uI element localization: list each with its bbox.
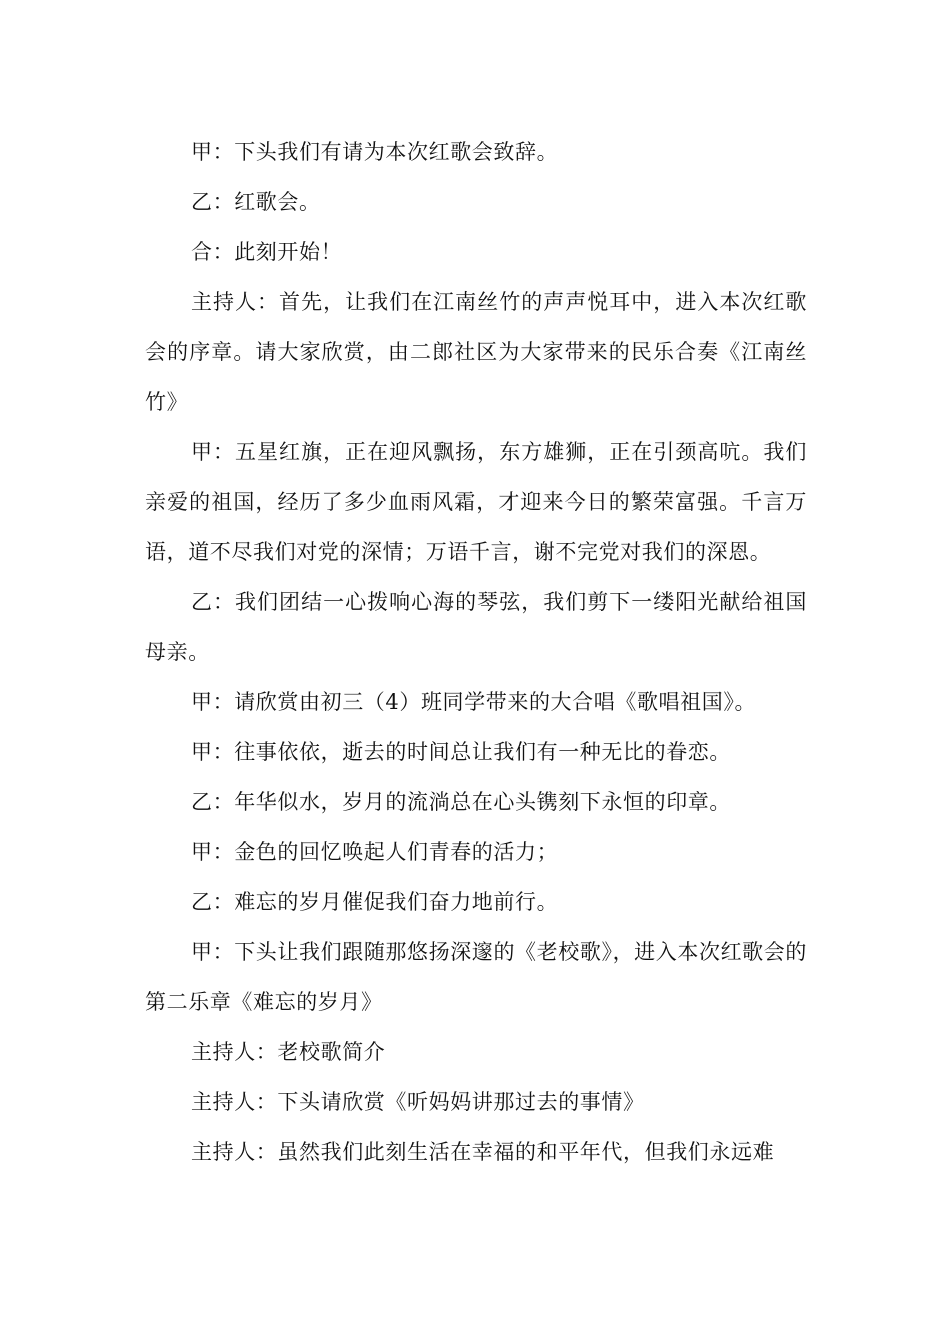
paragraph-12: 甲：下头让我们跟随那悠扬深邃的《老校歌》，进入本次红歌会的第二乐章《难忘的岁月》 [145,940,807,1014]
paragraph-11: 乙：难忘的岁月催促我们奋力地前行。 [191,890,559,914]
paragraph-13: 主持人：老校歌简介 [191,1040,386,1064]
paragraph-14: 主持人：下头请欣赏《听妈妈讲那过去的事情》 [191,1090,645,1114]
paragraph-2: 乙：红歌会。 [191,190,321,214]
paragraph-5: 甲：五星红旗，正在迎风飘扬，东方雄狮，正在引颈高吭。我们亲爱的祖国，经历了多少血雨风霜，才迎来今日的繁荣富强。千言万语，道不尽我们对党的深情；万语千言，谢不完党对我们的深恩。 [145,440,807,564]
paragraph-8: 甲：往事依依，逝去的时间总让我们有一种无比的眷恋。 [191,740,731,764]
paragraph-10: 甲：金色的回忆唤起人们青春的活力； [191,840,559,864]
paragraph-7: 甲：请欣赏由初三（4）班同学带来的大合唱《歌唱祖国》。 [191,690,757,714]
paragraph-6: 乙：我们团结一心拨响心海的琴弦，我们剪下一缕阳光献给祖国母亲。 [145,590,807,664]
paragraph-3: 合：此刻开始！ [191,240,343,264]
paragraph-1: 甲：下头我们有请为本次红歌会致辞。 [191,140,559,164]
document-body [145,127,807,1177]
paragraph-15: 主持人：虽然我们此刻生活在幸福的和平年代，但我们永远难 [191,1140,775,1164]
paragraph-4: 主持人：首先，让我们在江南丝竹的声声悦耳中，进入本次红歌会的序章。请大家欣赏，由二郎社区为大家带来的民乐合奏《江南丝竹》 [145,290,807,414]
paragraph-9: 乙：年华似水，岁月的流淌总在心头镌刻下永恒的印章。 [191,790,731,814]
